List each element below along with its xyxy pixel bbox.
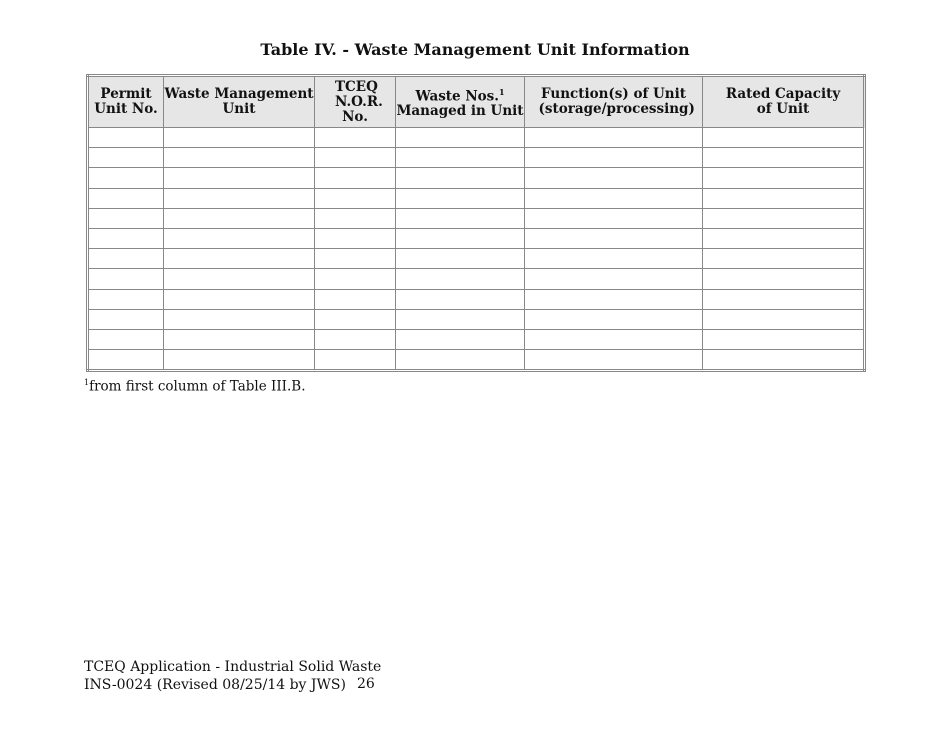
col-header-waste-nos bbox=[396, 76, 525, 128]
table-cell[interactable] bbox=[703, 228, 865, 248]
table-cell[interactable] bbox=[396, 309, 525, 329]
table-cell[interactable] bbox=[164, 228, 315, 248]
table-cell[interactable] bbox=[525, 168, 703, 188]
table-cell[interactable] bbox=[315, 249, 396, 269]
table-cell[interactable] bbox=[525, 148, 703, 168]
table-cell[interactable] bbox=[315, 350, 396, 371]
table-cell[interactable] bbox=[525, 249, 703, 269]
table-cell[interactable] bbox=[164, 249, 315, 269]
table-row bbox=[88, 269, 865, 289]
table-cell[interactable] bbox=[88, 329, 164, 349]
table-cell[interactable] bbox=[703, 148, 865, 168]
table-cell[interactable] bbox=[88, 309, 164, 329]
table-cell[interactable] bbox=[703, 208, 865, 228]
table-row bbox=[88, 289, 865, 309]
table-cell[interactable] bbox=[88, 269, 164, 289]
table-cell[interactable] bbox=[88, 289, 164, 309]
table-cell[interactable] bbox=[164, 289, 315, 309]
table-cell[interactable] bbox=[396, 228, 525, 248]
table-cell[interactable] bbox=[396, 329, 525, 349]
table-cell[interactable] bbox=[88, 168, 164, 188]
table-cell[interactable] bbox=[703, 329, 865, 349]
table-row bbox=[88, 350, 865, 371]
page-number: 26 bbox=[357, 676, 375, 692]
table-cell[interactable] bbox=[88, 148, 164, 168]
table-cell[interactable] bbox=[396, 269, 525, 289]
table-cell[interactable] bbox=[315, 168, 396, 188]
table-cell[interactable] bbox=[396, 148, 525, 168]
header-text: Function(s) of Unit (storage/processing) bbox=[538, 86, 695, 117]
col-header-waste-management-unit: Waste Management Unit bbox=[164, 76, 315, 128]
header-text: Rated Capacity of Unit bbox=[725, 86, 841, 117]
table-row bbox=[88, 249, 865, 269]
table-cell[interactable] bbox=[396, 249, 525, 269]
table-cell[interactable] bbox=[525, 128, 703, 148]
header-text: Managed in Unit bbox=[396, 103, 524, 120]
table-cell[interactable] bbox=[315, 148, 396, 168]
table-header-row bbox=[88, 76, 865, 128]
footnote-marker: 1 bbox=[84, 378, 90, 387]
footnote bbox=[84, 378, 306, 395]
table-cell[interactable] bbox=[396, 208, 525, 228]
table-row bbox=[88, 208, 865, 228]
footer-form-number: INS-0024 (Revised 08/25/14 by JWS) bbox=[84, 677, 346, 693]
table-cell[interactable] bbox=[164, 269, 315, 289]
table-cell[interactable] bbox=[164, 208, 315, 228]
table-cell[interactable] bbox=[396, 350, 525, 371]
table-cell[interactable] bbox=[703, 249, 865, 269]
table-row bbox=[88, 148, 865, 168]
table-cell[interactable] bbox=[703, 350, 865, 371]
table-cell[interactable] bbox=[525, 350, 703, 371]
table-cell[interactable] bbox=[315, 208, 396, 228]
table-row bbox=[88, 309, 865, 329]
table-cell[interactable] bbox=[88, 128, 164, 148]
table-row bbox=[88, 329, 865, 349]
table-cell[interactable] bbox=[525, 309, 703, 329]
table-cell[interactable] bbox=[703, 269, 865, 289]
table-cell[interactable] bbox=[525, 289, 703, 309]
table-cell[interactable] bbox=[703, 188, 865, 208]
table-cell[interactable] bbox=[315, 128, 396, 148]
col-header-permit-unit-no: Permit Unit No. bbox=[88, 76, 164, 128]
table-cell[interactable] bbox=[525, 208, 703, 228]
table-cell[interactable] bbox=[703, 168, 865, 188]
table-cell[interactable] bbox=[525, 228, 703, 248]
table-row bbox=[88, 128, 865, 148]
table-cell[interactable] bbox=[164, 329, 315, 349]
table-title: Table IV. - Waste Management Unit Information bbox=[260, 40, 690, 59]
table-cell[interactable] bbox=[164, 148, 315, 168]
table-cell[interactable] bbox=[88, 228, 164, 248]
header-text: TCEQ N.O.R. No. bbox=[335, 78, 383, 125]
table-cell[interactable] bbox=[525, 188, 703, 208]
table-cell[interactable] bbox=[164, 168, 315, 188]
table-cell[interactable] bbox=[88, 208, 164, 228]
table-cell[interactable] bbox=[88, 188, 164, 208]
table-row bbox=[88, 228, 865, 248]
table-cell[interactable] bbox=[88, 249, 164, 269]
table-cell[interactable] bbox=[88, 350, 164, 371]
table-cell[interactable] bbox=[396, 289, 525, 309]
table-cell[interactable] bbox=[315, 228, 396, 248]
table-cell[interactable] bbox=[315, 329, 396, 349]
table-cell[interactable] bbox=[396, 188, 525, 208]
waste-management-unit-table bbox=[86, 74, 866, 372]
page-footer bbox=[84, 658, 381, 694]
table-cell[interactable] bbox=[164, 350, 315, 371]
header-text: Waste Nos. bbox=[415, 88, 499, 105]
col-header-tceq-nor-no bbox=[315, 76, 396, 128]
table-cell[interactable] bbox=[315, 309, 396, 329]
table-cell[interactable] bbox=[315, 269, 396, 289]
table-cell[interactable] bbox=[703, 128, 865, 148]
col-header-functions bbox=[525, 76, 703, 128]
table-cell[interactable] bbox=[703, 309, 865, 329]
table-cell[interactable] bbox=[315, 188, 396, 208]
table-cell[interactable] bbox=[164, 188, 315, 208]
footnote-ref: 1 bbox=[498, 86, 505, 97]
table-cell[interactable] bbox=[525, 329, 703, 349]
footer-form-title: TCEQ Application - Industrial Solid Waste bbox=[84, 659, 382, 675]
table-cell[interactable] bbox=[164, 309, 315, 329]
table-cell[interactable] bbox=[525, 269, 703, 289]
table-row bbox=[88, 188, 865, 208]
table-cell[interactable] bbox=[396, 168, 525, 188]
footnote-text: from first column of Table III.B. bbox=[89, 378, 306, 395]
col-header-rated-capacity bbox=[703, 76, 865, 128]
table-cell[interactable] bbox=[703, 289, 865, 309]
table-row bbox=[88, 168, 865, 188]
table-cell[interactable] bbox=[164, 128, 315, 148]
table-cell[interactable] bbox=[315, 289, 396, 309]
table-cell[interactable] bbox=[396, 128, 525, 148]
